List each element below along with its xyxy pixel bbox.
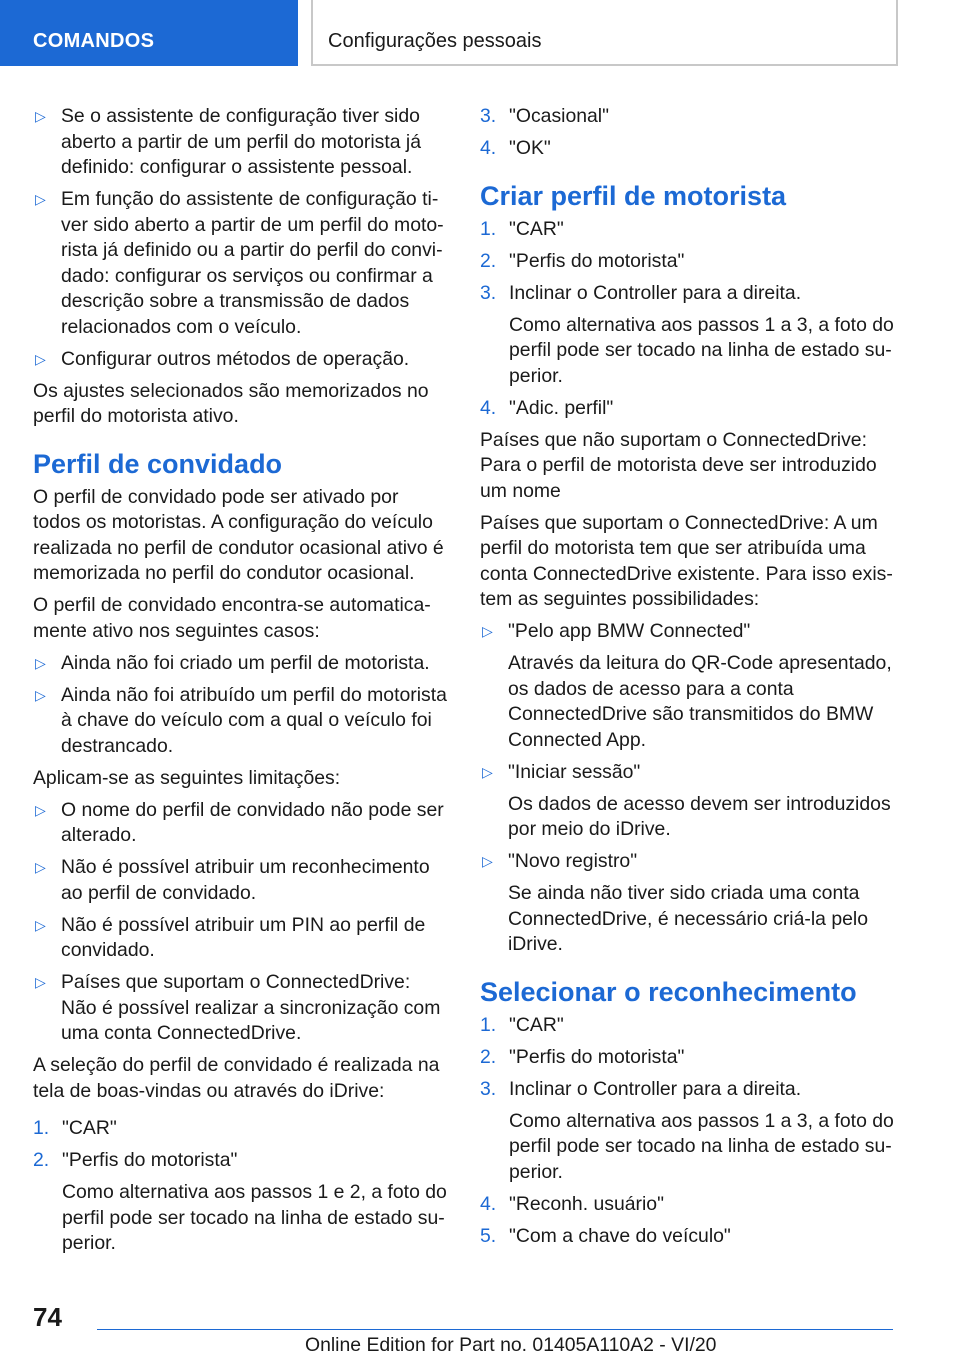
step-text: Inclinar o Controller para a direita. [509,1077,802,1100]
list-item [33,187,447,340]
step-text: "CAR" [62,1117,117,1139]
triangle-bullet-icon: ▷ [35,108,46,124]
list-item-text: "Novo registro" [508,850,638,872]
page-number: 74 [33,1302,62,1332]
step-number: 2. [480,249,497,272]
list-item [33,913,447,964]
step-number: 1. [33,1117,50,1139]
triangle-bullet-icon: ▷ [35,974,46,990]
step-note: Como alternativa aos passos 1 a 3, a foto do perfil pode ser tocado na linha de estado superior. [509,1109,894,1183]
heading-select-recognition: Selecionar o reconhecimento [480,976,857,1007]
step-number: 1. [480,217,497,240]
step-item [480,249,896,275]
step-text: "Adic. perfil" [509,396,614,419]
step-text: "CAR" [509,217,564,240]
footer-divider [97,1329,893,1330]
step-number: 5. [480,1224,497,1247]
step-item [480,1224,896,1250]
step-number: 4. [480,396,497,419]
step-text: "OK" [509,137,551,159]
paragraph: Os ajustes selecionados são memorizados no perfil do motorista ativo. [33,379,429,427]
step-text: "Perfis do motorista" [509,1045,685,1068]
list-item-note: Os dados de acesso devem ser introduzidos por meio do iDrive. [508,792,891,840]
section-tab [0,0,298,66]
step-text: "Com a chave do veículo" [509,1224,731,1247]
list-item [33,651,447,677]
step-note: Como alternativa aos passos 1 e 2, a foto do perfil pode ser tocado na linha de estado superior. [62,1181,447,1254]
right-column [480,104,896,1256]
triangle-bullet-icon: ▷ [35,350,46,367]
step-item [480,104,896,130]
list-item-text: Configurar outros métodos de operação. [61,347,410,370]
step-item [480,1013,896,1039]
step-item [480,281,896,390]
paragraph: A seleção do perfil de convidado é realizada na tela de boas-vindas ou através do iDrive: [33,1054,440,1102]
triangle-bullet-icon: ▷ [482,853,493,869]
step-item [480,217,896,243]
list-item-text: Se o assistente de configuração tiver sido aberto a partir de um perfil do motorista já definido: configurar o assistente pessoal. [61,105,421,178]
step-text: "Perfis do motorista" [509,249,685,272]
list-item [33,104,447,181]
heading-create-profile: Criar perfil de motorista [480,180,787,211]
step-number: 2. [33,1149,50,1171]
step-text: Inclinar o Controller para a direita. [509,281,802,304]
chapter-header [311,0,898,66]
step-text: "Reconh. usuário" [509,1192,664,1215]
list-item-text: O nome do perfil de convidado não pode ser alterado. [61,798,444,846]
list-item [480,849,896,958]
left-column [33,104,447,1263]
list-item-text: Ainda não foi atribuído um perfil do motorista à chave do veículo com a qual o veículo foi destrancado. [61,683,447,757]
triangle-bullet-icon: ▷ [35,859,46,875]
paragraph: Aplicam-se as seguintes limitações: [33,766,341,789]
step-number: 4. [480,137,497,159]
list-item-text: Não é possível atribuir um reconhecimento ao perfil de convidado. [61,856,430,904]
triangle-bullet-icon: ▷ [35,686,46,703]
triangle-bullet-icon: ▷ [482,623,493,639]
step-number: 3. [480,1077,497,1100]
list-item [33,798,447,849]
step-text: "Perfis do motorista" [62,1149,238,1171]
list-item-text: Não é possível atribuir um PIN ao perfil de convidado. [61,913,426,961]
paragraph: Países que suportam o ConnectedDrive: A um perfil do motorista tem que ser atribuída uma conta ConnectedDrive existente. Para isso existem as seguintes possibilidades: [480,511,893,610]
list-item-note: Através da leitura do QR-Code apresentado, os dados de acesso para a conta ConnectedDrive são transmitidos do BMW Connected App. [508,652,892,751]
chapter-title: Configurações pessoais [328,30,542,52]
list-item-text: Ainda não foi criado um perfil de motorista. [61,651,430,674]
step-number: 3. [480,105,497,127]
step-item [480,396,896,422]
step-item [480,1192,896,1218]
triangle-bullet-icon: ▷ [35,654,46,671]
step-number: 2. [480,1045,497,1068]
heading-guest-profile: Perfil de convidado [33,448,283,479]
paragraph: O perfil de convidado pode ser ativado por todos os motoristas. A configuração do veículo realizada no perfil de condutor ocasional ativo é memorizada no perfil do condutor ocasional. [33,485,444,584]
step-number: 1. [480,1013,497,1036]
list-item [33,347,447,373]
section-label: COMANDOS [33,30,155,52]
list-item [33,855,447,906]
step-number: 4. [480,1192,497,1215]
list-item-text: "Pelo app BMW Connected" [508,620,751,642]
triangle-bullet-icon: ▷ [35,801,46,818]
list-item [33,683,447,760]
step-item [480,1077,896,1186]
step-item [480,1045,896,1071]
list-item [480,760,896,843]
list-item [480,619,896,753]
step-item [33,1116,447,1142]
triangle-bullet-icon: ▷ [482,763,493,780]
step-number: 3. [480,281,497,304]
list-item-text: Países que suportam o ConnectedDrive: Não é possível realizar a sincronização com uma conta ConnectedDrive. [61,971,441,1044]
footer-edition: Online Edition for Part no. 01405A110A2 - VI/20 [305,1334,717,1356]
list-item [33,970,447,1047]
step-text: "CAR" [509,1013,564,1036]
list-item-text: "Iniciar sessão" [508,760,641,783]
triangle-bullet-icon: ▷ [35,916,46,933]
triangle-bullet-icon: ▷ [35,191,46,207]
paragraph: Países que não suportam o ConnectedDrive: Para o perfil de motorista deve ser introduzido um nome [480,428,877,502]
paragraph: O perfil de convidado encontra-se automaticamente ativo nos seguintes casos: [33,594,431,642]
step-item [480,136,896,162]
step-text: "Ocasional" [509,105,609,127]
list-item-note: Se ainda não tiver sido criada uma conta ConnectedDrive, é necessário criá-la pelo iDrive. [508,882,868,955]
step-note: Como alternativa aos passos 1 a 3, a foto do perfil pode ser tocado na linha de estado superior. [509,313,894,387]
list-item-text: Em função do assistente de configuração tiver sido aberto a partir de um perfil do motorista já definido ou a partir do perfil do convidado: configurar os serviços ou confirmar a descrição sobre a transmissão de dados relacionados com o veículo. [61,188,444,338]
step-item [33,1148,447,1257]
